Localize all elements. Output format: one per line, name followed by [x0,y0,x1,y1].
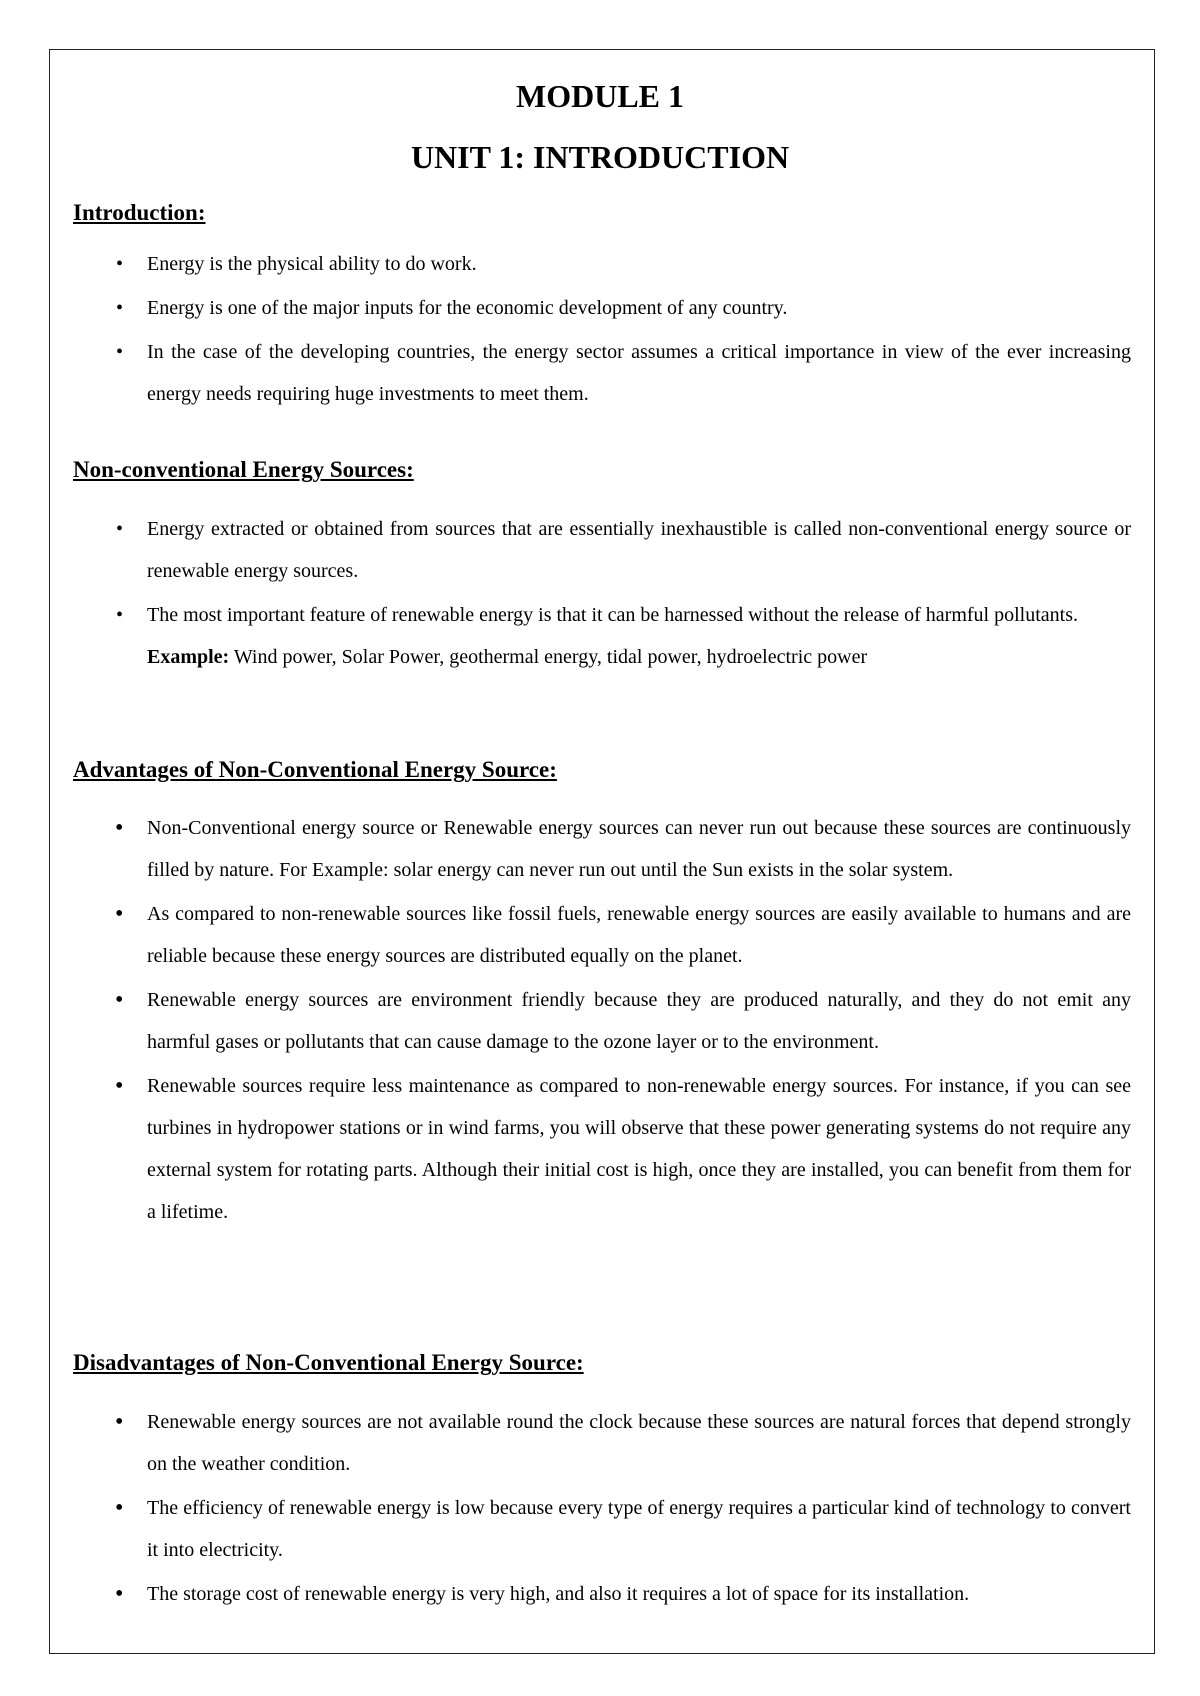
list-item: • Energy is one of the major inputs for the economic development of any country. [147,287,1131,329]
list-item: • Renewable energy sources are not available round the clock because these sources are natural forces that depend strongly on the weather condition. [147,1401,1131,1485]
introduction-list [116,243,1131,417]
heading-introduction: Introduction: [73,200,206,225]
list-item: • In the case of the developing countries, the energy sector assumes a critical importance in view of the ever increasing energy needs requiring huge investments to meet them. [147,331,1131,415]
bullet-icon: • [116,518,124,540]
bullet-icon: • [115,1581,124,1607]
bullet-icon: • [116,604,124,626]
module-title: MODULE 1 [516,78,684,114]
list-item: • Renewable sources require less maintenance as compared to non-renewable energy sources. For instance, if you can see turbines in hydropower stations or in wind farms, you will observe that these power generating systems do not require any external system for rotating parts. Although their initial cost is high, once they are installed, you can benefit from them for a lifetime. [147,1065,1131,1233]
non-conventional-list [116,508,1131,680]
disadvantages-list [115,1401,1131,1617]
bullet-icon: • [115,1495,124,1521]
list-item: • As compared to non-renewable sources like fossil fuels, renewable energy sources are easily available to humans and are reliable because these energy sources are distributed equally on the planet. [147,893,1131,977]
bullet-icon: • [116,341,124,363]
bullet-icon: • [115,901,124,927]
bullet-icon: • [115,1409,124,1435]
list-item: • The storage cost of renewable energy is very high, and also it requires a lot of space for its installation. [147,1573,1131,1615]
bullet-icon: • [115,1073,124,1099]
advantages-list [115,807,1131,1235]
list-item: • Renewable energy sources are environment friendly because they are produced naturally, and they do not emit any harmful gases or pollutants that can cause damage to the ozone layer or to the environment. [147,979,1131,1063]
bullet-icon: • [115,987,124,1013]
list-item: • Energy is the physical ability to do work. [147,243,1131,285]
list-item: • The most important feature of renewable energy is that it can be harnessed without the release of harmful pollutants. Example: Wind power, Solar Power, geothermal energy, tidal power, hydroelectric power [147,594,1131,678]
list-item: • Energy extracted or obtained from sources that are essentially inexhaustible is called non-conventional energy source or renewable energy sources. [147,508,1131,592]
example-line: Example: Wind power, Solar Power, geothermal energy, tidal power, hydroelectric power [147,646,868,668]
list-item: • The efficiency of renewable energy is low because every type of energy requires a particular kind of technology to convert it into electricity. [147,1487,1131,1571]
heading-non-conventional: Non-conventional Energy Sources: [73,457,414,482]
heading-disadvantages: Disadvantages of Non-Conventional Energy Source: [73,1350,584,1375]
heading-advantages: Advantages of Non-Conventional Energy Source: [73,757,557,782]
bullet-icon: • [116,253,124,275]
bullet-icon: • [116,297,124,319]
list-item: • Non-Conventional energy source or Renewable energy sources can never run out because these sources are continuously filled by nature. For Example: solar energy can never run out until the Sun exists in the solar system. [147,807,1131,891]
unit-title: UNIT 1: INTRODUCTION [410,139,790,175]
bullet-icon: • [115,815,124,841]
